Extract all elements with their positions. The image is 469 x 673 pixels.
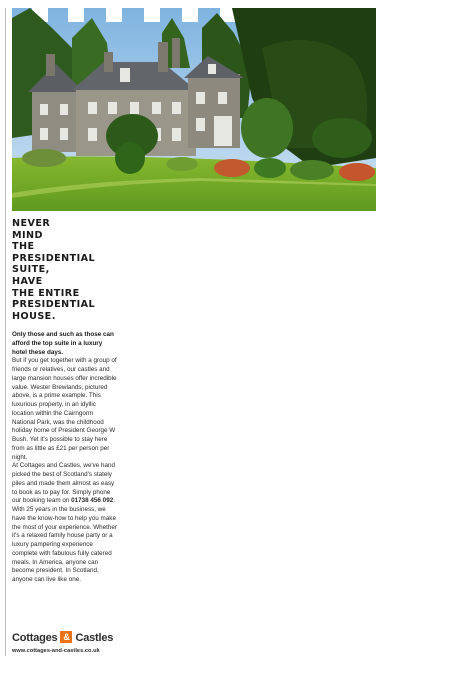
website-url[interactable]: www.cottages-and-castles.co.uk (12, 648, 100, 654)
body-paragraph-booking (12, 462, 117, 506)
lead-paragraph: Only those and such as those can afford the top suite in a luxury hotel these days. (12, 331, 114, 356)
booking-end: . (113, 497, 115, 505)
headline-line: THE ENTIRE (12, 287, 80, 299)
ad-copy (12, 218, 117, 585)
booking-phone[interactable]: 01738 456 092 (71, 497, 114, 505)
page-edge-rule (5, 8, 6, 656)
body-paragraph-closing: With 25 years in the business, we have the know-how to help you make the most of your experience. Whether it's a relaxed family house party or a luxury pampering experience complete with fabulous fully catered meals. In America, anyone can become president. In Scotland, anyone can live like one. (12, 506, 117, 584)
headline-line: HOUSE. (12, 310, 56, 322)
cottages-and-castles-logo (12, 631, 122, 645)
logo-ampersand: & (60, 631, 72, 643)
hero-photo-mansion (12, 8, 376, 211)
headline-line: THE (12, 241, 35, 253)
body-paragraph-value: But if you get together with a group of friends or relatives, our castles and large mansion houses offer incredible value. Wester Brewlands, pictured above, is a prime example. This luxurious property, in an idyllic location within the Cairngorm National Park, was the childhood holiday home of President George W Bush. Yet it's possible to stay here from as little as £21 per person per night. (12, 357, 117, 461)
headline-line: NEVER (12, 218, 51, 229)
booking-text: At Cottages and Castles, we've hand picked the best of Scotland's stately piles and made them almost as easy to book as to pay for. Simply phone our booking team on (12, 462, 116, 505)
headline-line: PRESIDENTIAL (12, 252, 96, 264)
logo-word-left: Cottages (12, 632, 58, 644)
headline (12, 218, 117, 322)
headline-line: HAVE (12, 275, 43, 287)
headline-line: PRESIDENTIAL (12, 299, 96, 311)
headline-line: MIND (12, 229, 43, 241)
headline-line: SUITE, (12, 264, 50, 276)
logo-word-right: Castles (75, 632, 114, 644)
